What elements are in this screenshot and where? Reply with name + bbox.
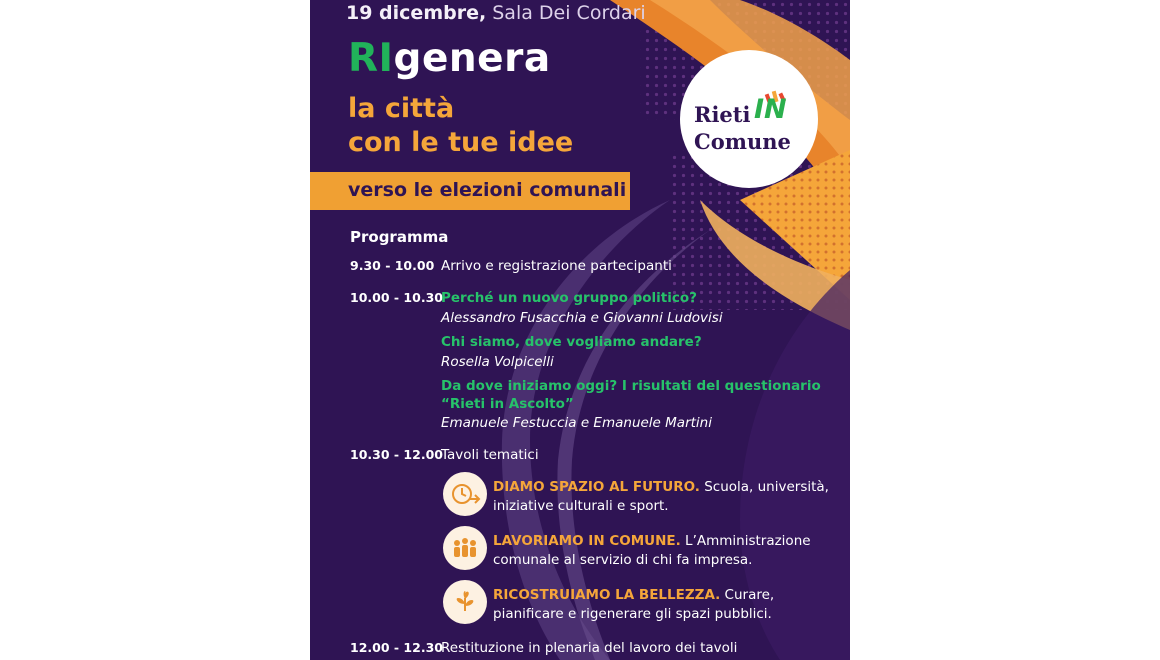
theme-table: [493, 478, 843, 516]
logo-word-in: IN: [754, 94, 787, 125]
logo-word-comune: Comune: [694, 129, 791, 154]
event-poster: [310, 0, 850, 660]
subtitle-line-1: la città: [348, 93, 455, 124]
leaf-sprout-icon: [443, 580, 487, 624]
slot-time: 10.30 - 12.00: [350, 447, 443, 462]
event-subtitle: [348, 92, 573, 160]
event-date: [346, 2, 646, 24]
talk-title: Da dove iniziamo oggi? I risultati del questionario: [441, 378, 821, 394]
talk-speakers: Emanuele Festuccia e Emanuele Martini: [441, 415, 712, 431]
talk-title: Chi siamo, dove vogliamo andare?: [441, 334, 702, 350]
theme-name: DIAMO SPAZIO AL FUTURO.: [493, 479, 700, 495]
theme-name: LAVORIAMO IN COMUNE.: [493, 533, 681, 549]
theme-description: L’Amministrazione comunale al servizio di chi fa impresa.: [493, 533, 811, 568]
talk-title-continued: “Rieti in Ascolto”: [441, 396, 574, 412]
venue-text: Sala Dei Cordari: [492, 2, 646, 24]
date-text: 19 dicembre,: [346, 2, 487, 24]
slot-text: Tavoli tematici: [441, 447, 539, 463]
theme-table: [493, 532, 843, 570]
theme-table: [493, 586, 843, 624]
event-title: [348, 36, 551, 81]
clock-arrow-icon: [443, 472, 487, 516]
theme-name: RICOSTRUIAMO LA BELLEZZA.: [493, 587, 721, 603]
theme-description: Scuola, università, iniziative culturali e sport.: [493, 479, 829, 514]
elections-banner: [310, 172, 630, 210]
slot-time: 10.00 - 10.30: [350, 290, 443, 305]
slot-text: Arrivo e registrazione partecipanti: [441, 258, 672, 274]
people-group-icon: [443, 526, 487, 570]
rieti-in-comune-logo: [680, 50, 818, 188]
slot-time: 9.30 - 10.00: [350, 258, 435, 273]
logo-word-rieti: Rieti: [694, 102, 751, 127]
slot-time: 12.00 - 12.30: [350, 640, 443, 655]
program-heading: Programma: [350, 228, 449, 246]
talk-title: Perché un nuovo gruppo politico?: [441, 290, 697, 306]
title-prefix: RI: [348, 36, 394, 81]
subtitle-line-2: con le tue idee: [348, 127, 574, 158]
banner-text: verso le elezioni comunali: [348, 179, 627, 201]
slot-text: Restituzione in plenaria del lavoro dei tavoli: [441, 640, 738, 656]
talk-speakers: Rosella Volpicelli: [441, 354, 554, 370]
theme-description: Curare, pianificare e rigenerare gli spazi pubblici.: [493, 587, 775, 622]
talk-speakers: Alessandro Fusacchia e Giovanni Ludovisi: [441, 310, 723, 326]
title-rest: genera: [393, 36, 551, 81]
